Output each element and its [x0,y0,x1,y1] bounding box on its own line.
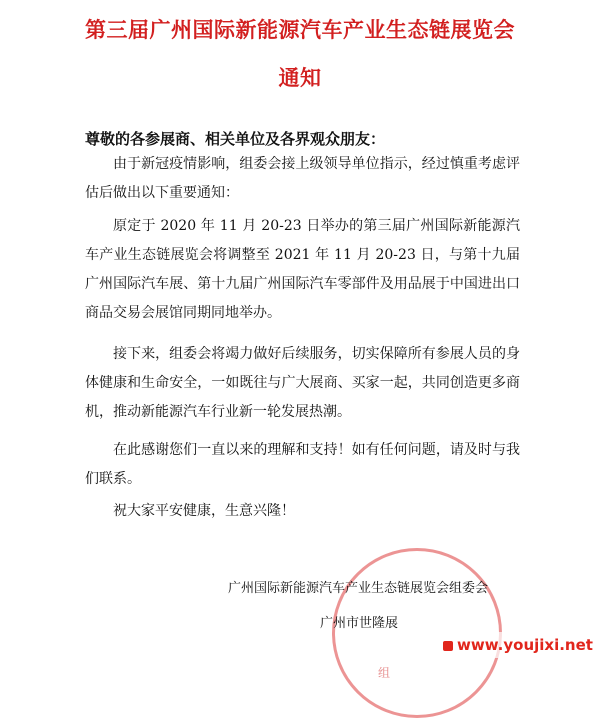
notice-title: 第三届广州国际新能源汽车产业生态链展览会 [85,17,515,42]
paragraph-wishes: 祝大家平安健康，生意兴隆！ [113,503,295,519]
paragraph-service: 接下来，组委会将竭力做好后续服务，切实保障所有参展人员的身体健康和生命安全，一如既往与广大展商、买家一起，共同创造更多商机，推动新能源汽车行业新一轮发展热潮。 [85,346,520,420]
salutation: 尊敬的各参展商、相关单位及各界观众朋友： [85,130,386,148]
seal-text: 组 [378,666,391,680]
signature-company: 广州市世隆展 [320,616,399,631]
paragraph-reschedule: 原定于 2020 年 11 月 20-23 日举办的第三届广州国际新能源汽车产业生态链展览会将调整至 2021 年 11 月 20-23 日，与第十九届广州国际汽车展、第十九届广州国际汽车零部件及用品展于中国进出口商品交易会展馆同期同地举办。 [85,218,520,321]
watermark-text: www.youjixi.net [457,636,593,654]
notice-subtitle: 通知 [278,65,322,90]
paragraph-intro: 由于新冠疫情影响，组委会接上级领导单位指示，经过慎重考虑评估后做出以下重要通知： [85,156,520,201]
site-watermark [438,632,598,658]
watermark-logo-icon [443,641,453,651]
signature-organization: 广州国际新能源汽车产业生态链展览会组委会 [228,581,489,596]
paragraph-thanks: 在此感谢您们一直以来的理解和支持！如有任何问题，请及时与我们联系。 [85,442,520,487]
